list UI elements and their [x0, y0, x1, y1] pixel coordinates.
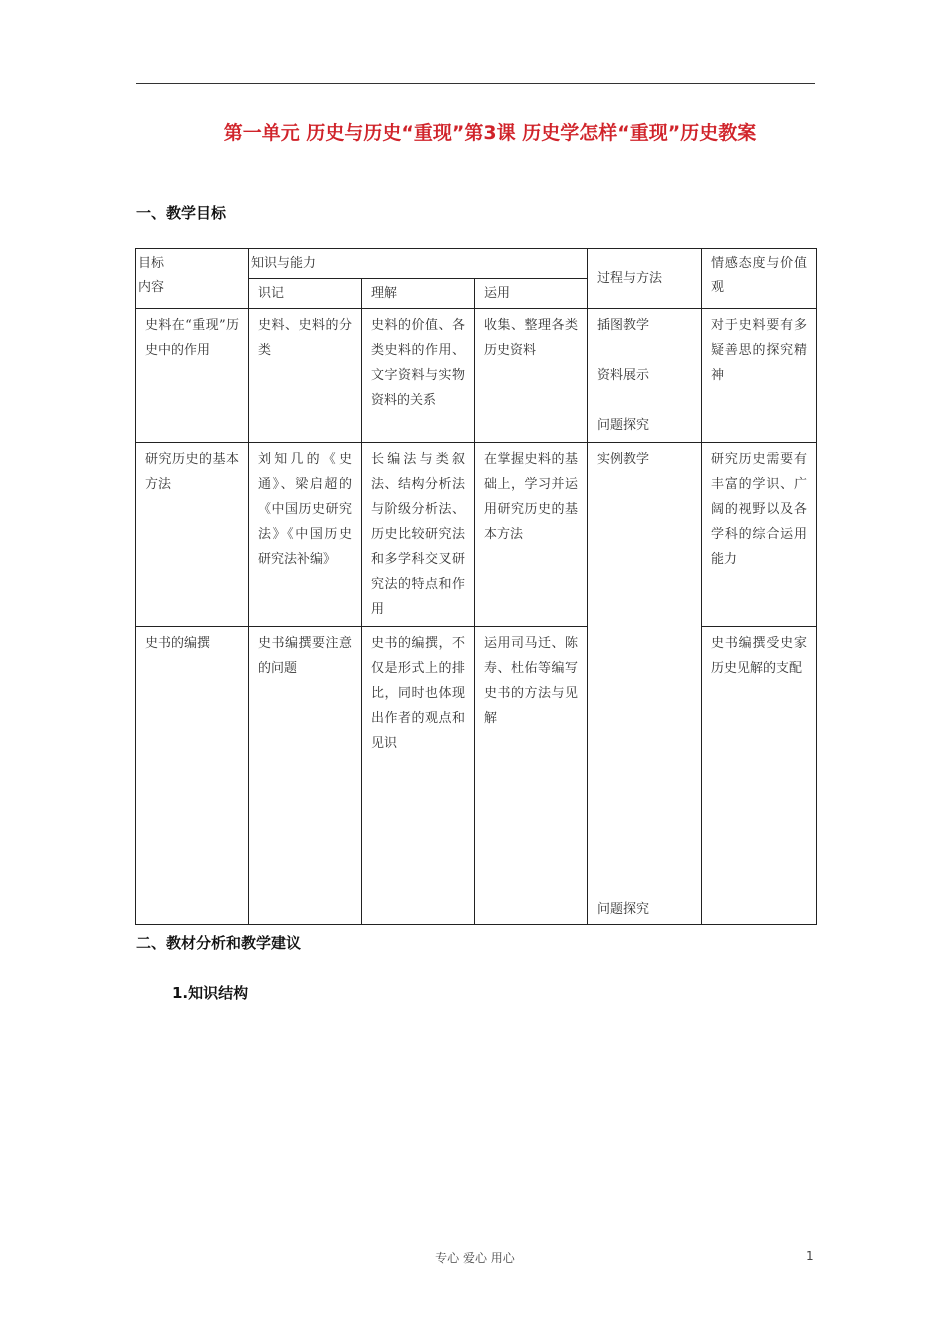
objectives-table	[135, 248, 817, 925]
row2-content: 研究历史的基本方法	[136, 443, 249, 627]
row3-understand: 史书的编撰，不仅是形式上的排比，同时也体现出作者的观点和见识	[362, 627, 475, 925]
row1-process	[588, 309, 702, 443]
header-understand: 理解	[362, 279, 475, 309]
row3-apply: 运用司马迁、陈寿、杜佑等编写史书的方法与见解	[475, 627, 588, 925]
row3-emotion: 史书编撰受史家历史见解的支配	[702, 627, 817, 925]
row1-remember: 史料、史料的分类	[249, 309, 362, 443]
section-heading-objectives: 一、教学目标	[136, 204, 227, 222]
process-item: 插图教学	[597, 318, 650, 333]
row1-content: 史料在“重现”历史中的作用	[136, 309, 249, 443]
row2-understand: 长编法与类叙法、结构分析法与阶级分析法、历史比较研究法和多学科交叉研究法的特点和作用	[362, 443, 475, 627]
page-footer: 专心 爱心 用心	[435, 1251, 515, 1265]
subsection-heading-structure: 1.知识结构	[172, 984, 249, 1002]
row1-emotion: 对于史料要有多疑善思的探究精神	[702, 309, 817, 443]
row3-remember: 史书编撰要注意的问题	[249, 627, 362, 925]
page-number: 1	[806, 1249, 814, 1263]
header-apply: 运用	[475, 279, 588, 309]
process-item: 问题探究	[597, 418, 650, 433]
process-item: 资料展示	[597, 368, 650, 383]
process-item: 实例教学	[597, 452, 650, 467]
header-rule	[136, 83, 815, 84]
row2-remember: 刘知几的《史通》、梁启超的《中国历史研究法》《中国历史研究法补编》	[249, 443, 362, 627]
header-content-label: 内容	[138, 280, 165, 295]
header-goal-label: 目标	[138, 256, 165, 271]
row2-process	[588, 443, 702, 925]
process-item: 问题探究	[597, 902, 650, 917]
header-remember: 识记	[249, 279, 362, 309]
row1-understand: 史料的价值、各类史料的作用、文字资料与实物资料的关系	[362, 309, 475, 443]
header-knowledge: 知识与能力	[249, 249, 588, 279]
section-heading-analysis: 二、教材分析和教学建议	[136, 934, 302, 952]
table-row	[136, 443, 817, 627]
row2-apply: 在掌握史料的基础上，学习并运用研究历史的基本方法	[475, 443, 588, 627]
document-title: 第一单元 历史与历史“重现”第3课 历史学怎样“重现”历史教案	[223, 122, 757, 144]
row2-emotion: 研究历史需要有丰富的学识、广阔的视野以及各学科的综合运用能力	[702, 443, 817, 627]
table-header-row	[136, 249, 817, 279]
table-row	[136, 309, 817, 443]
row3-content: 史书的编撰	[136, 627, 249, 925]
header-emotion: 情感态度与价值观	[702, 249, 817, 309]
row1-apply: 收集、整理各类历史资料	[475, 309, 588, 443]
header-process: 过程与方法	[588, 249, 702, 309]
header-goal-content	[136, 249, 249, 309]
table-row	[136, 627, 817, 925]
